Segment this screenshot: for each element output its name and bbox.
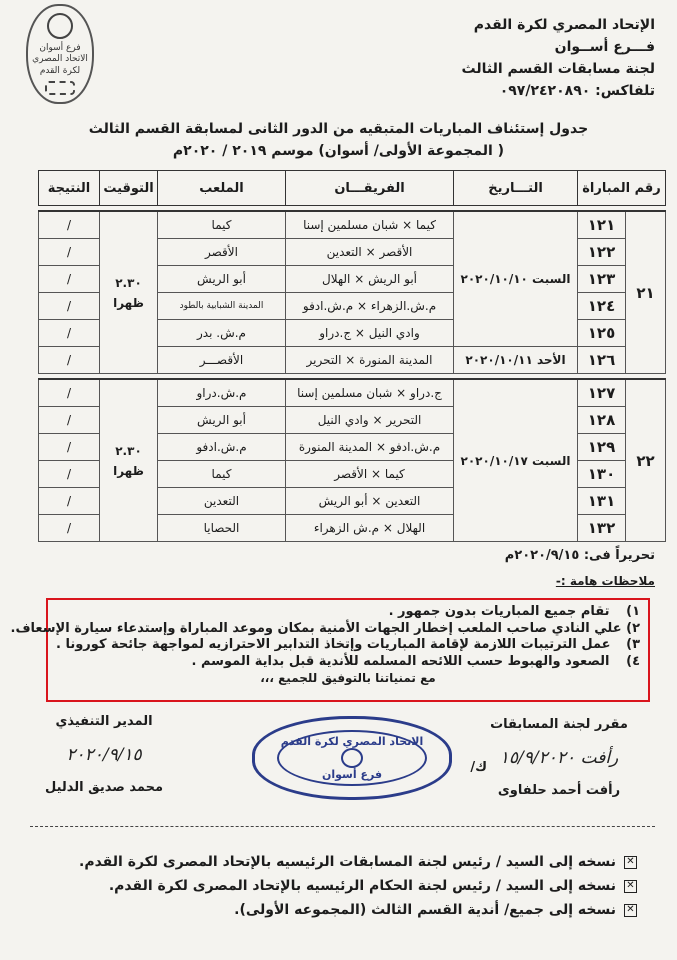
match-venue: م.ش.دراو xyxy=(158,379,286,407)
note-item xyxy=(56,654,640,671)
football-icon xyxy=(47,13,73,39)
match-venue: كيما xyxy=(158,211,286,239)
match-number: ١٢٥ xyxy=(578,320,626,347)
note-text: تقام جميع المباريات بدون جمهور . xyxy=(388,604,610,619)
stamp-top-text: الاتحاد المصري لكرة القدم xyxy=(280,735,424,748)
match-time: ٢.٣٠ ظهرا xyxy=(100,379,158,542)
copy-item xyxy=(79,850,637,874)
match-teams: الأقصر × التعدين xyxy=(286,239,454,266)
checkbox-icon: ✕ xyxy=(624,880,637,893)
match-teams: م.ش.ادفو × المدينة المنورة xyxy=(286,434,454,461)
note-text: عمل الترتيبات اللازمة لإقامة المباريات وإتخاذ التدابير الاحترازيه لمواجهة جائحة كورونا . xyxy=(56,637,611,652)
table-row xyxy=(39,211,666,239)
notes-label: ملاحظات هامة :- xyxy=(555,574,655,588)
title-line-1: جدول إستئناف المباريات المتبقيه من الدور الثانى لمسابقة القسم الثالث xyxy=(88,121,589,137)
checkbox-icon: ✕ xyxy=(624,856,637,869)
match-teams: الهلال × م.ش الزهراء xyxy=(286,515,454,542)
match-number: ١٢٦ xyxy=(578,347,626,374)
branch-name: فـــرع أســوان xyxy=(554,39,655,55)
match-number: ١٢٢ xyxy=(578,239,626,266)
match-date: السبت ٢٠٢٠/١٠/١٧ xyxy=(454,379,578,542)
match-number: ١٢٨ xyxy=(578,407,626,434)
notes-closing: مع تمنياتنا بالتوفيق للجميع ،،، xyxy=(260,671,436,685)
match-result: / xyxy=(39,347,100,374)
match-number: ١٢٣ xyxy=(578,266,626,293)
match-number: ١٢٤ xyxy=(578,293,626,320)
match-result: / xyxy=(39,293,100,320)
match-result: / xyxy=(39,488,100,515)
table-row xyxy=(39,379,666,407)
match-date-extra: الأحد ٢٠٢٠/١٠/١١ xyxy=(454,347,578,374)
committee-name: رأفت أحمد حلفاوى xyxy=(497,783,621,798)
match-venue: كيما xyxy=(158,461,286,488)
match-result: / xyxy=(39,407,100,434)
match-date: السبت ٢٠٢٠/١٠/١٠ xyxy=(454,211,578,347)
federation-logo xyxy=(26,4,94,104)
copy-item xyxy=(79,874,637,898)
title-line-2: ( المجموعة الأولى/ أسوان) موسم ٢٠١٩ / ٢٠٢٠م xyxy=(172,143,505,159)
director-name: محمد صديق الدليل xyxy=(44,780,163,795)
notes-box xyxy=(10,598,650,702)
col-date: التـــاريخ xyxy=(454,171,578,206)
match-teams: ج.دراو × شبان مسلمين إسنا xyxy=(286,379,454,407)
round-number: ٢١ xyxy=(626,211,666,374)
document-title xyxy=(20,118,657,162)
match-teams: المدينة المنورة × التحرير xyxy=(286,347,454,374)
logo-text: فرع أسوان الاتحاد المصري لكرة القدم xyxy=(32,43,88,76)
table-header-row xyxy=(39,171,666,206)
official-stamp xyxy=(252,716,452,800)
match-number: ١٢٧ xyxy=(578,379,626,407)
dashed-divider xyxy=(30,826,655,827)
copy-text: نسخه إلى السيد / رئيس لجنة الحكام الرئيسيه بالإتحاد المصرى لكرة القدم. xyxy=(108,878,616,894)
fixtures-table xyxy=(38,170,666,542)
match-teams: وادي النيل × ج.دراو xyxy=(286,320,454,347)
telefax: تلفاكس: ٠٩٧/٢٤٢٠٨٩٠ xyxy=(499,83,655,99)
committee-signature: رأفت ١٥/٩/٢٠٢٠ xyxy=(499,748,619,768)
match-venue: الأقصـــر xyxy=(158,347,286,374)
note-number: ٤) xyxy=(626,653,640,669)
copy-text: نسخه إلى جميع/ أندية القسم الثالث (المجموعه الأولى). xyxy=(234,902,616,918)
match-result: / xyxy=(39,515,100,542)
match-result: / xyxy=(39,434,100,461)
stamp-emblem-icon xyxy=(341,748,363,768)
committee-k-label: ك/ xyxy=(470,760,487,775)
note-number: ٣) xyxy=(626,637,640,652)
match-teams: أبو الريش × الهلال xyxy=(286,266,454,293)
match-result: / xyxy=(39,461,100,488)
match-venue: التعدين xyxy=(158,488,286,515)
committee-title: مقرر لجنة المسابقات xyxy=(490,717,628,732)
match-number: ١٢١ xyxy=(578,211,626,239)
match-number: ١٣٢ xyxy=(578,515,626,542)
match-number: ١٢٩ xyxy=(578,434,626,461)
copy-item xyxy=(79,898,637,922)
match-teams: التحرير × وادي النيل xyxy=(286,407,454,434)
copies-list xyxy=(79,850,637,922)
match-result: / xyxy=(39,266,100,293)
issue-date: تحريراً فى: ٢٠٢٠/٩/١٥م xyxy=(504,548,655,563)
gear-icon xyxy=(45,81,75,95)
checkbox-icon: ✕ xyxy=(624,904,637,917)
note-item xyxy=(10,620,640,638)
note-number: ٢) xyxy=(626,620,640,636)
match-venue: أبو الريش xyxy=(158,266,286,293)
committee-name: لجنة مسابقات القسم الثالث xyxy=(461,61,655,77)
col-teams: الفريقـــان xyxy=(286,171,454,206)
match-result: / xyxy=(39,239,100,266)
match-teams: التعدين × أبو الريش xyxy=(286,488,454,515)
match-time: ٢.٣٠ ظهرا xyxy=(100,211,158,374)
director-signature-block xyxy=(24,712,184,798)
director-title: المدير التنفيذي xyxy=(55,714,153,729)
match-venue: المدينة الشبابية بالطود xyxy=(158,293,286,320)
match-teams: كيما × شبان مسلمين إسنا xyxy=(286,211,454,239)
note-item xyxy=(56,604,640,621)
match-teams: كيما × الأقصر xyxy=(286,461,454,488)
match-venue: م.ش. بدر xyxy=(158,320,286,347)
match-venue: الأقصر xyxy=(158,239,286,266)
round-number: ٢٢ xyxy=(626,379,666,542)
match-number: ١٣٠ xyxy=(578,461,626,488)
director-signature: ٢٠٢٠/٩/١٥ xyxy=(66,745,142,765)
note-text: الصعود والهبوط حسب اللائحه المسلمه للأندية قبل بداية الموسم . xyxy=(191,653,610,669)
note-text: علي النادي صاحب الملعب إخطار الجهات الأمنية بمكان وموعد المباراة وإستدعاء سيارة الإسعاف. xyxy=(10,620,622,636)
match-venue: أبو الريش xyxy=(158,407,286,434)
copy-text: نسخه إلى السيد / رئيس لجنة المسابقات الرئيسيه بالإتحاد المصرى لكرة القدم. xyxy=(79,854,616,870)
match-result: / xyxy=(39,379,100,407)
col-time: التوقيت xyxy=(100,171,158,206)
match-result: / xyxy=(39,320,100,347)
federation-name: الإتحاد المصري لكرة القدم xyxy=(473,17,655,33)
match-number: ١٣١ xyxy=(578,488,626,515)
match-result: / xyxy=(39,211,100,239)
match-venue: الحصايا xyxy=(158,515,286,542)
committee-signature-block xyxy=(489,715,629,801)
match-venue: م.ش.ادفو xyxy=(158,434,286,461)
col-result: النتيجة xyxy=(39,171,100,206)
col-match-no: رقم المباراة xyxy=(578,171,666,206)
note-item xyxy=(56,637,640,654)
col-venue: الملعب xyxy=(158,171,286,206)
stamp-bottom-text: فرع أسوان xyxy=(321,768,383,781)
match-teams: م.ش.الزهراء × م.ش.ادفو xyxy=(286,293,454,320)
letterhead xyxy=(462,14,655,102)
note-number: ١) xyxy=(626,604,640,619)
